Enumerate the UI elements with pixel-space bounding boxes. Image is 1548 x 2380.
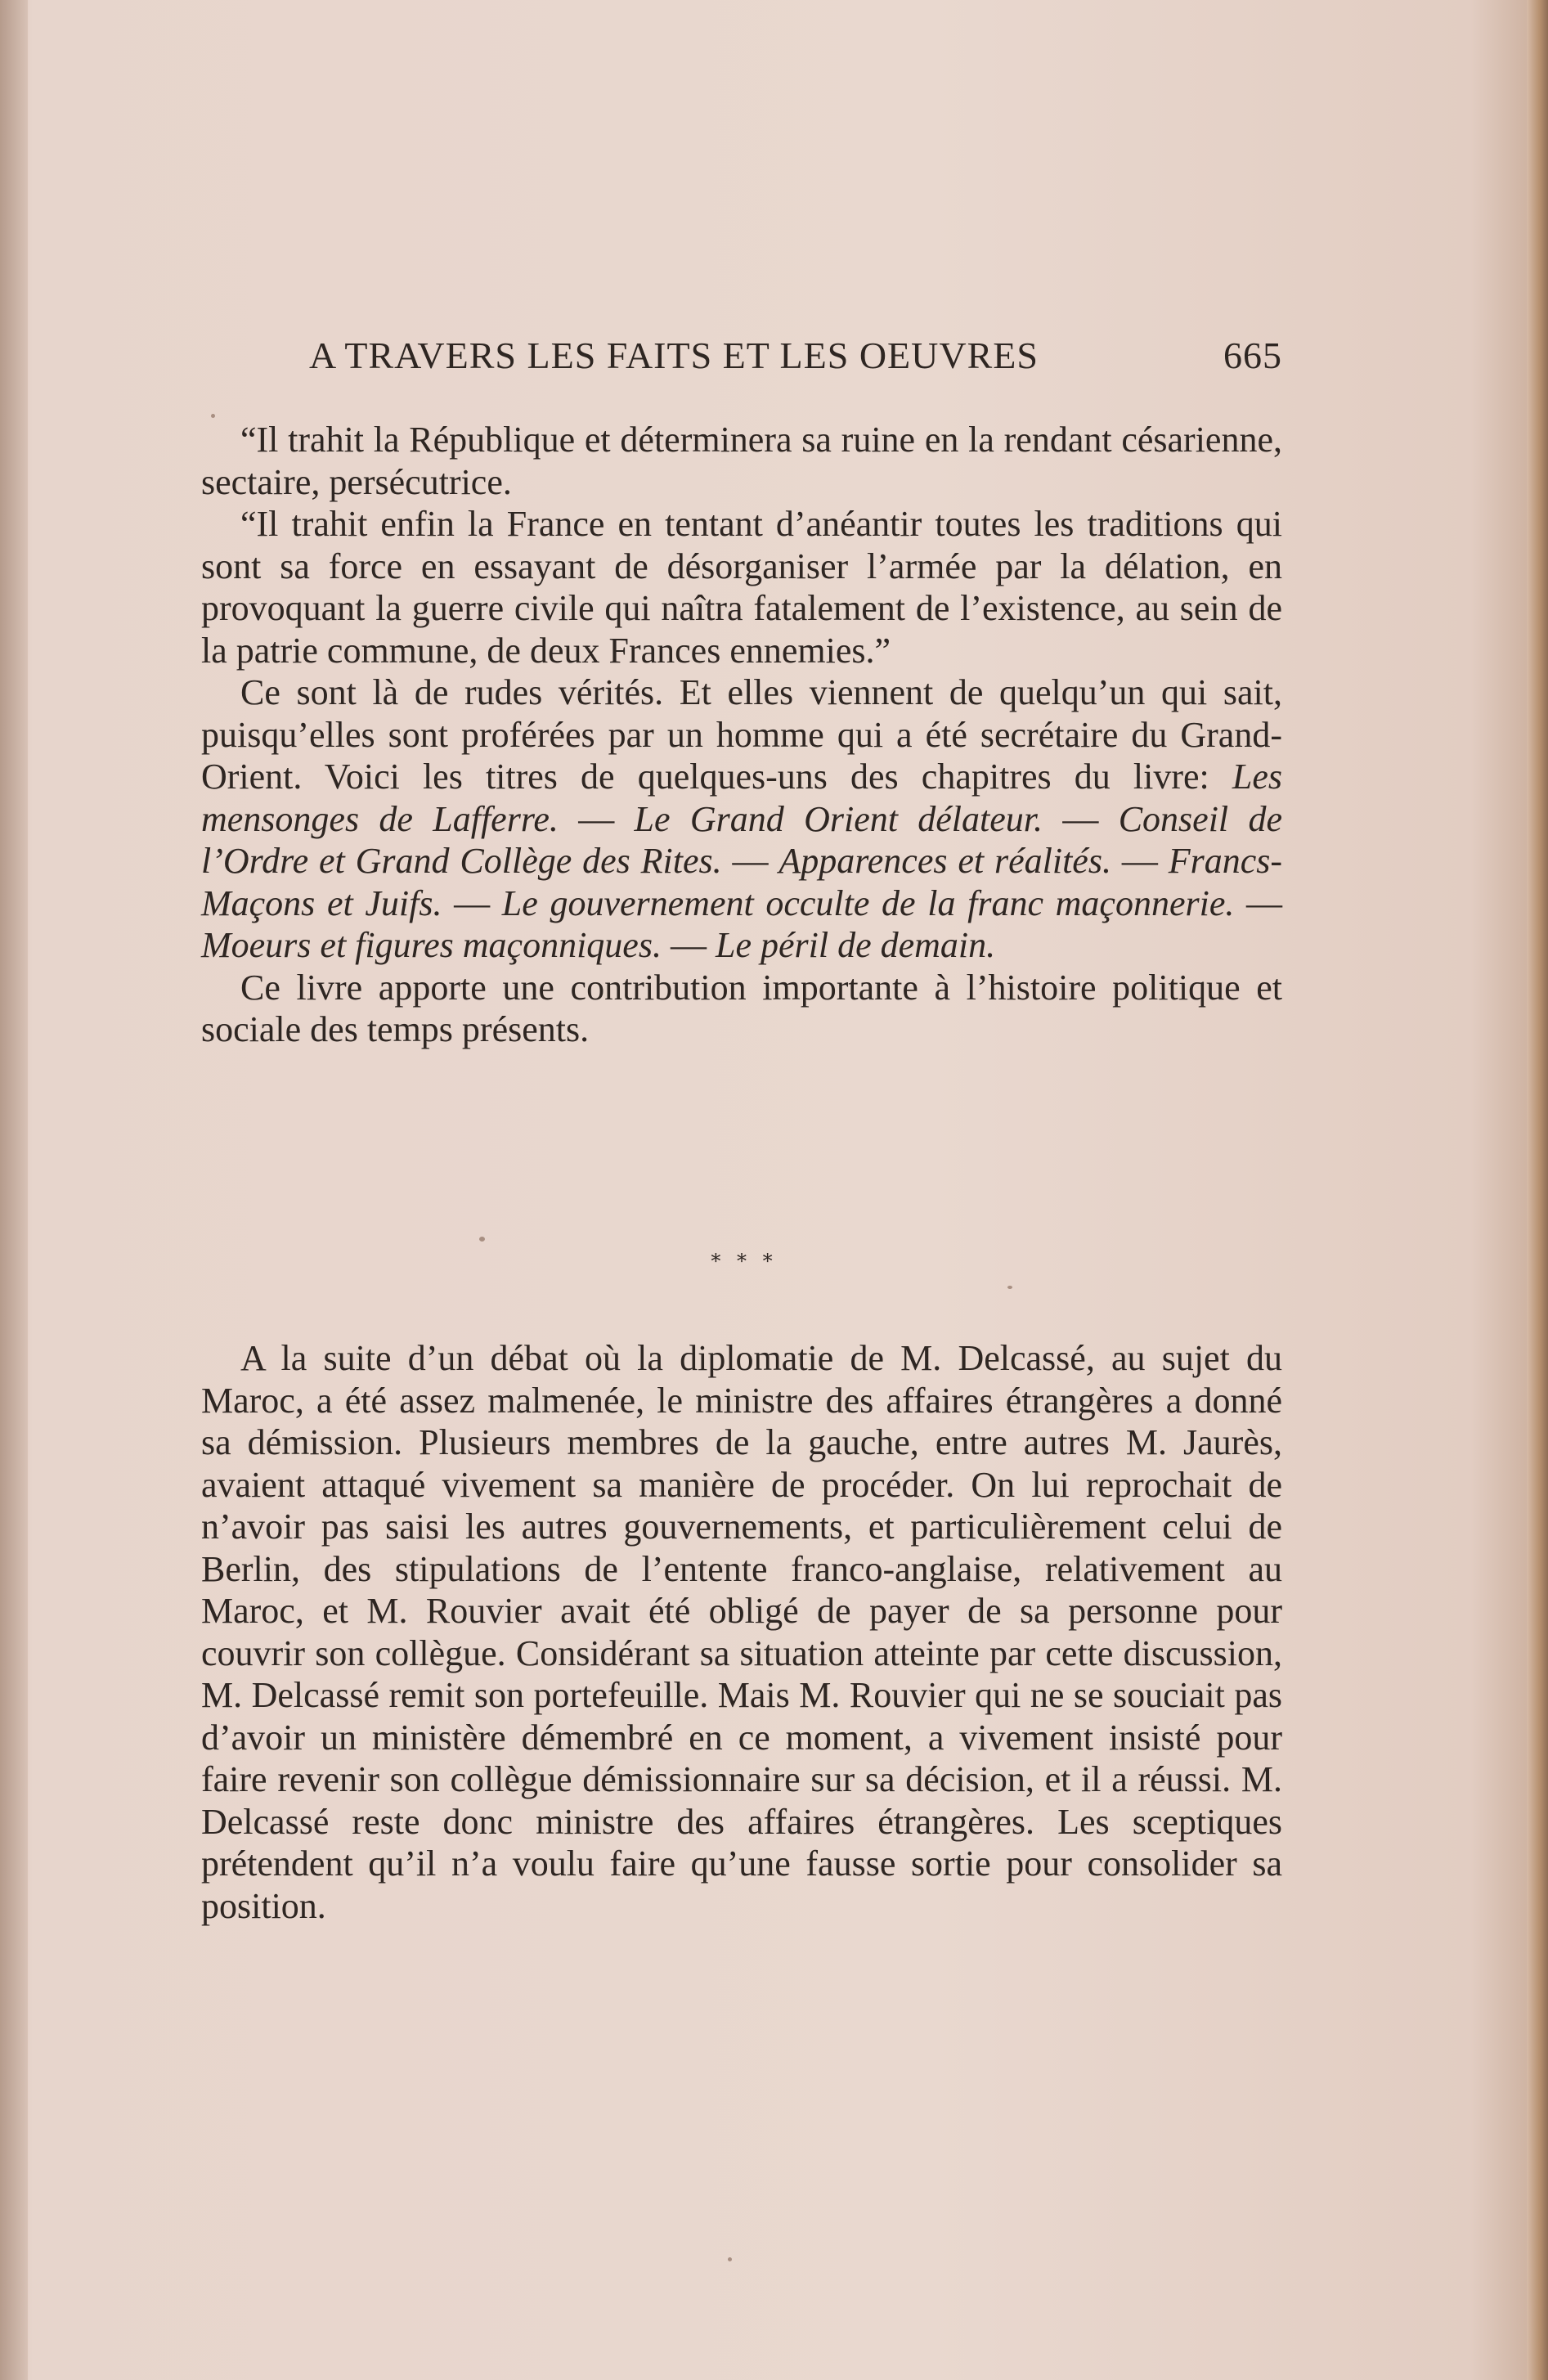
paper-speck: [1007, 1286, 1012, 1289]
quoted-passage-section: [201, 419, 1282, 1051]
paragraph-chapter-list: Ce sont là de rudes vérités. Et elles viennent de quelqu’un qui sait, puisqu’elles sont proférées par un homme qui a été secrétaire du Grand-Orient. Voici les titres de quelques-uns des chapitres du livre: Les mensonges de Lafferre. — Le Grand Orient délateur. — Conseil de l’Ordre et Grand Collège des Rites. — Apparences et réalités. — Francs-Maçons et Juifs. — Le gouvernement occulte de la franc maçonnerie. — Moeurs et figures maçonniques. — Le péril de demain.: [201, 672, 1283, 965]
section-separator: * * *: [711, 1250, 778, 1273]
chapter-title: Moeurs et figures maçonniques.: [201, 925, 662, 965]
chapter-title: Le Grand Orient délateur.: [634, 798, 1043, 839]
running-header: [309, 334, 1282, 377]
page-number: 665: [1223, 335, 1282, 376]
chapter-title: Le péril de demain.: [715, 925, 996, 965]
chapter-title: Conseil de l’Ordre et Grand Collège des Rites.: [201, 798, 1282, 881]
paper-speck: [479, 1237, 485, 1242]
running-title: A TRAVERS LES FAITS ET LES OEUVRES: [309, 335, 1039, 376]
paragraph: A la suite d’un débat où la diplomatie de M. Delcassé, au sujet du Maroc, a été assez malmenée, le ministre des affaires étrangères a donné sa démission. Plusieurs membres de la gauche, entre autres M. Jaurès, avaient attaqué vivement sa manière de procéder. On lui reprochait de n’avoir pas saisi les autres gouvernements, et particulièrement celui de Berlin, des stipulations de l’entente franco-anglaise, relativement au Maroc, et M. Rouvier avait été obligé de payer de sa personne pour couvrir son collègue. Considérant sa situation atteinte par cette discussion, M. Delcassé remit son portefeuille. Mais M. Rouvier qui ne se souciait pas d’avoir un ministère démembré en ce moment, a vivement insisté pour faire revenir son collègue démissionnaire sur sa décision, et il a réussi. M. Delcassé reste donc ministre des affaires étrangères. Les sceptiques prétendent qu’il n’a voulu faire qu’une fausse sortie pour consolider sa position.: [201, 1338, 1282, 1926]
chapter-title: Les mensonges de Lafferre.: [201, 757, 1282, 839]
chapter-title: Le gouvernement occulte de la franc maçonnerie.: [501, 882, 1235, 923]
delcasse-section: [201, 1337, 1282, 1927]
paper-speck: [728, 2257, 732, 2261]
page-left-edge: [0, 0, 28, 2380]
paper-speck: [211, 414, 215, 418]
paragraph: “Il trahit enfin la France en tentant d’anéantir toutes les traditions qui sont sa force en essayant de désorganiser l’armée par la délation, en provoquant la guerre civile qui naîtra fatalement de l’existence, au sein de la patrie commune, de deux Frances ennemies.”: [201, 504, 1282, 671]
paragraph: “Il trahit la République et déterminera sa ruine en la rendant césarienne, sectaire, persécutrice.: [201, 420, 1282, 502]
page-right-edge: [1527, 0, 1548, 2380]
chapter-title: Apparences et réalités.: [778, 841, 1111, 881]
paragraph: Ce livre apporte une contribution importante à l’histoire politique et sociale des temps présents.: [201, 967, 1282, 1049]
paragraph-intro: Ce sont là de rudes vérités. Et elles viennent de quelqu’un qui sait, puisqu’elles sont proférées par un homme qui a été secrétaire du Grand-Orient. Voici les titres de quelques-uns des chapitres du livre:: [201, 672, 1282, 797]
chapter-title: Francs-Maçons et Juifs.: [201, 841, 1283, 923]
